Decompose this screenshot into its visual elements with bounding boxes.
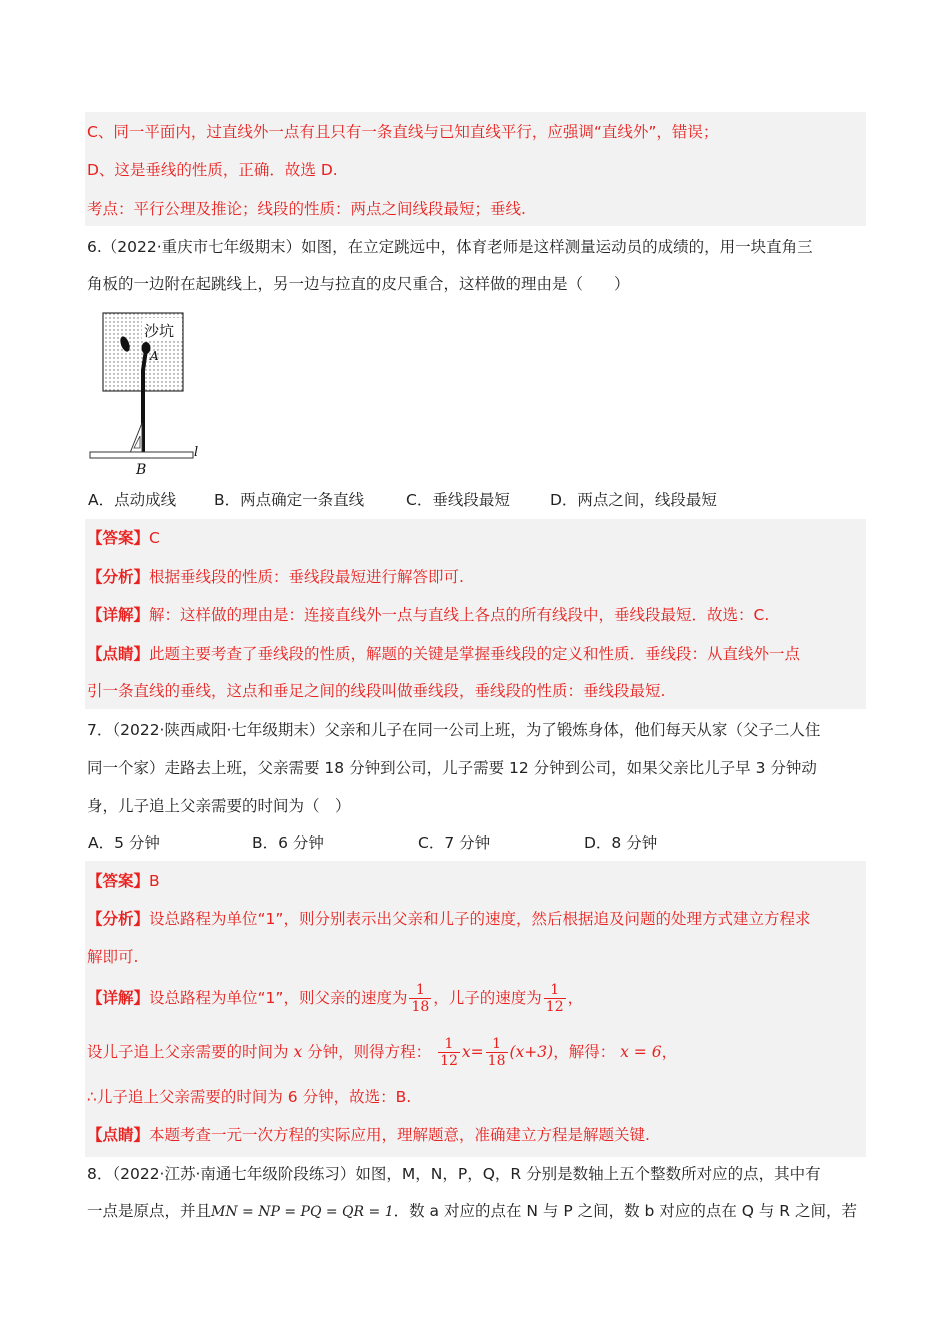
q6-stem-line1: 6.（2022·重庆市七年级期末）如图，在立定跳远中，体育老师是这样测量运动员的成绩的，用一块直角三 [87,238,813,256]
q7-answer-value: B [149,872,160,890]
fraction-1-12-eq: $\frac{1}{12}$ [440,1036,458,1069]
long-jump-diagram [88,308,208,480]
q6-answer [87,527,867,549]
fraction-1-18-eq: $\frac{1}{18}$ [487,1036,506,1069]
q7-analysis-line2: 解即可. [87,948,139,966]
q7-option-d: D．8 分钟 [584,834,658,852]
line-l-label: l [194,445,199,460]
q8-stem-line2: 一点是原点，并且MN = NP = PQ = QR = 1．数 a 对应的点在 N 与 P 之间，数 b 对应的点在 Q 与 R 之间，若 [87,1202,857,1220]
q7-comment: 【点睛】本题考查一元一次方程的实际应用，理解题意，准确建立方程是解题关键. [87,1126,650,1144]
q7-solution: x = 6 [620,1043,662,1061]
q7-option-c: C．7 分钟 [418,834,491,852]
fraction-1-18: $\frac{1}{18}$ [411,982,430,1015]
sand-pit-label: 沙坑 [144,322,175,340]
q7-stem-line1: 7．（2022·陕西咸阳·七年级期末）父亲和儿子在同一公司上班，为了锻炼身体，他们每天从家（父子二人住 [87,721,821,739]
long-jump-figure [88,308,208,480]
measuring-tape [143,350,146,453]
q6-detail: 【详解】解：这样做的理由是：连接直线外一点与直线上各点的所有线段中，垂线段最短．故选：C. [87,606,770,624]
q8-stem-line1: 8．（2022·江苏·南通七年级阶段练习）如图，M，N，P，Q，R 分别是数轴上五个整数所对应的点，其中有 [87,1165,821,1183]
q7-analysis-line1: 【分析】设总路程为单位“1”，则分别表示出父亲和儿子的速度，然后根据追及问题的处理方式建立方程求 [87,910,811,928]
q7-detail-line2: 设儿子追上父亲需要的时间为 x 分钟，则得方程： $\frac{1}{12}$ x= $\frac{1}{18}$ (x+3)，解得： x = 6， [87,1036,678,1069]
q5-option-d-explanation: D、这是垂线的性质，正确．故选 D. [87,161,338,179]
q8-equation: MN = NP = PQ = QR = 1 [211,1204,394,1220]
q7-option-a: A．5 分钟 [88,834,160,852]
analysis-tag: 【分析】 [87,568,150,586]
q7-answer: 【答案】B [87,872,160,890]
comment-tag: 【点睛】 [87,645,150,663]
q6-answer-value: C [149,529,160,547]
detail-tag: 【详解】 [87,606,150,624]
q6-comment-line1: 【点睛】此题主要考查了垂线段的性质，解题的关键是掌握垂线段的定义和性质．垂线段：从直线外一点 [87,645,801,663]
point-a-label: A [150,349,159,363]
q6-option-c: C．垂线段最短 [406,491,510,509]
q7-conclusion: ∴儿子追上父亲需要的时间为 6 分钟，故选：B. [87,1088,412,1106]
q6-option-b: B．两点确定一条直线 [214,491,365,509]
q6-option-d: D．两点之间，线段最短 [550,491,717,509]
q6-comment-line2: 引一条直线的垂线，这点和垂足之间的线段叫做垂线段，垂线段的性质：垂线段最短. [87,682,666,700]
q5-option-c-explanation: C、同一平面内，过直线外一点有且只有一条直线与已知直线平行，应强调“直线外”，错误； [87,123,719,141]
q7-stem-line2: 同一个家）走路去上班，父亲需要 18 分钟到公司，儿子需要 12 分钟到公司，如果父亲比儿子早 3 分钟动 [87,759,817,777]
q5-kaodian: 考点：平行公理及推论；线段的性质：两点之间线段最短；垂线. [87,200,526,218]
answer-tag: 【答案】 [87,529,150,547]
q7-detail-line1: 【详解】设总路程为单位“1”，则父亲的速度为 $\frac{1}{18}$ ，儿子的速度为 $\frac{1}{12}$ ， [87,982,584,1015]
q6-option-a: A．点动成线 [88,491,177,509]
q6-analysis: 【分析】根据垂线段的性质：垂线段最短进行解答即可. [87,568,464,586]
q6-stem-line2: 角板的一边附在起跳线上，另一边与拉直的皮尺重合，这样做的理由是（ ） [87,275,630,293]
fraction-1-12: $\frac{1}{12}$ [545,982,564,1015]
q7-stem-line3: 身，儿子追上父亲需要的时间为（ ） [87,797,351,815]
takeoff-line [90,452,193,458]
q7-option-b: B．6 分钟 [252,834,324,852]
point-b-label: B [136,462,147,478]
